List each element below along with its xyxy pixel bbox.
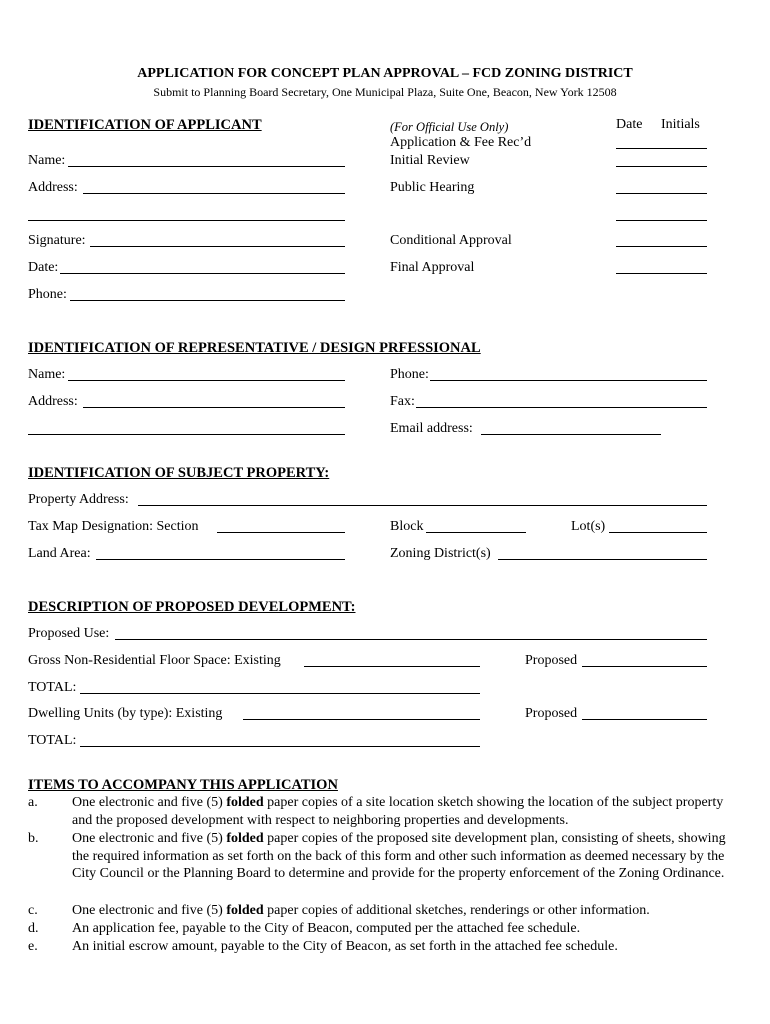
item-marker: b. [28,831,39,846]
dwelling-total-label: TOTAL: [28,733,77,748]
rep-email-field[interactable] [481,434,661,435]
official-initials-header: Initials [661,117,700,132]
tax-map-section-field[interactable] [217,532,345,533]
land-area-field[interactable] [96,559,345,560]
dwelling-proposed-label: Proposed [525,706,578,721]
rep-name-field[interactable] [68,380,345,381]
item-marker: d. [28,921,39,936]
land-area-label: Land Area: [28,546,91,561]
dwelling-proposed-field[interactable] [582,719,707,720]
dwelling-existing-field[interactable] [243,719,480,720]
applicant-heading: IDENTIFICATION OF APPLICANT [28,117,262,133]
applicant-address-field[interactable] [83,193,345,194]
applicant-signature-field[interactable] [90,246,345,247]
floor-space-proposed-field[interactable] [582,666,707,667]
official-date-header: Date [616,117,643,132]
official-app-fee-label: Application & Fee Rec’d [390,135,532,150]
official-final-approval-label: Final Approval [390,260,475,275]
floor-space-total-label: TOTAL: [28,680,77,695]
rep-address-field-2[interactable] [28,434,345,435]
zoning-district-field[interactable] [498,559,707,560]
rep-phone-label: Phone: [390,367,429,382]
list-item: An initial escrow amount, payable to the City of Beacon, as set forth in the attached fee schedule. [72,939,618,954]
official-final-approval-field[interactable] [616,273,707,274]
official-initial-review-field[interactable] [616,166,707,167]
block-field[interactable] [426,532,526,533]
property-heading: IDENTIFICATION OF SUBJECT PROPERTY: [28,465,330,481]
floor-space-total-field[interactable] [80,693,480,694]
rep-email-label: Email address: [390,421,473,436]
zoning-district-label: Zoning District(s) [390,546,491,561]
block-label: Block [390,519,424,534]
tax-map-label: Tax Map Designation: Section [28,519,199,534]
floor-space-label: Gross Non-Residential Floor Space: Existing [28,653,281,668]
rep-address-label: Address: [28,394,78,409]
proposed-use-field[interactable] [115,639,707,640]
list-item: One electronic and five (5) folded paper copies of a site location sketch showing the location of the subject property and the proposed development with respect to neighboring properties and developments. [72,795,724,828]
official-conditional-approval-field[interactable] [616,246,707,247]
item-marker: e. [28,939,38,954]
official-public-hearing-field[interactable] [616,193,707,194]
floor-space-existing-field[interactable] [304,666,480,667]
applicant-date-label: Date: [28,260,59,275]
dwelling-total-field[interactable] [80,746,480,747]
applicant-name-label: Name: [28,153,66,168]
list-item: One electronic and five (5) folded paper copies of additional sketches, renderings or other information. [72,903,650,918]
applicant-phone-field[interactable] [70,300,345,301]
item-marker: c. [28,903,38,918]
property-address-field[interactable] [138,505,707,506]
rep-fax-label: Fax: [390,394,415,409]
applicant-signature-label: Signature: [28,233,86,248]
item-marker: a. [28,795,38,810]
official-app-fee-field[interactable] [616,148,707,149]
lots-label: Lot(s) [571,519,606,534]
list-item: One electronic and five (5) folded paper copies of the proposed site development plan, consisting of sheets, showing the required information as set forth on the back of this form and other such information as deemed necessary by the City Council or the Planning Board to determine and provide for the property enforcement of the Zoning Ordinance. [72,831,726,882]
rep-name-label: Name: [28,367,66,382]
rep-address-field[interactable] [83,407,345,408]
rep-fax-field[interactable] [416,407,707,408]
applicant-address-field-2[interactable] [28,220,345,221]
rep-phone-field[interactable] [430,380,707,381]
official-use-note: (For Official Use Only) [390,120,509,134]
representative-heading: IDENTIFICATION OF REPRESENTATIVE / DESIGN PRFESSIONAL [28,340,481,356]
floor-space-proposed-label: Proposed [525,653,578,668]
property-address-label: Property Address: [28,492,129,507]
official-conditional-approval-label: Conditional Approval [390,233,512,248]
applicant-address-label: Address: [28,180,78,195]
form-subtitle: Submit to Planning Board Secretary, One Municipal Plaza, Suite One, Beacon, New York 12508 [153,85,617,99]
dwelling-units-label: Dwelling Units (by type): Existing [28,706,223,721]
official-initial-review-label: Initial Review [390,153,470,168]
official-public-hearing-field-2[interactable] [616,220,707,221]
proposed-use-label: Proposed Use: [28,626,110,641]
form-title: APPLICATION FOR CONCEPT PLAN APPROVAL – FCD ZONING DISTRICT [137,66,633,81]
items-heading: ITEMS TO ACCOMPANY THIS APPLICATION [28,777,338,793]
applicant-name-field[interactable] [68,166,345,167]
applicant-date-field[interactable] [60,273,345,274]
development-heading: DESCRIPTION OF PROPOSED DEVELOPMENT: [28,599,356,615]
list-item: An application fee, payable to the City of Beacon, computed per the attached fee schedule. [72,921,581,936]
lots-field[interactable] [609,532,707,533]
official-public-hearing-label: Public Hearing [390,180,475,195]
applicant-phone-label: Phone: [28,287,67,302]
